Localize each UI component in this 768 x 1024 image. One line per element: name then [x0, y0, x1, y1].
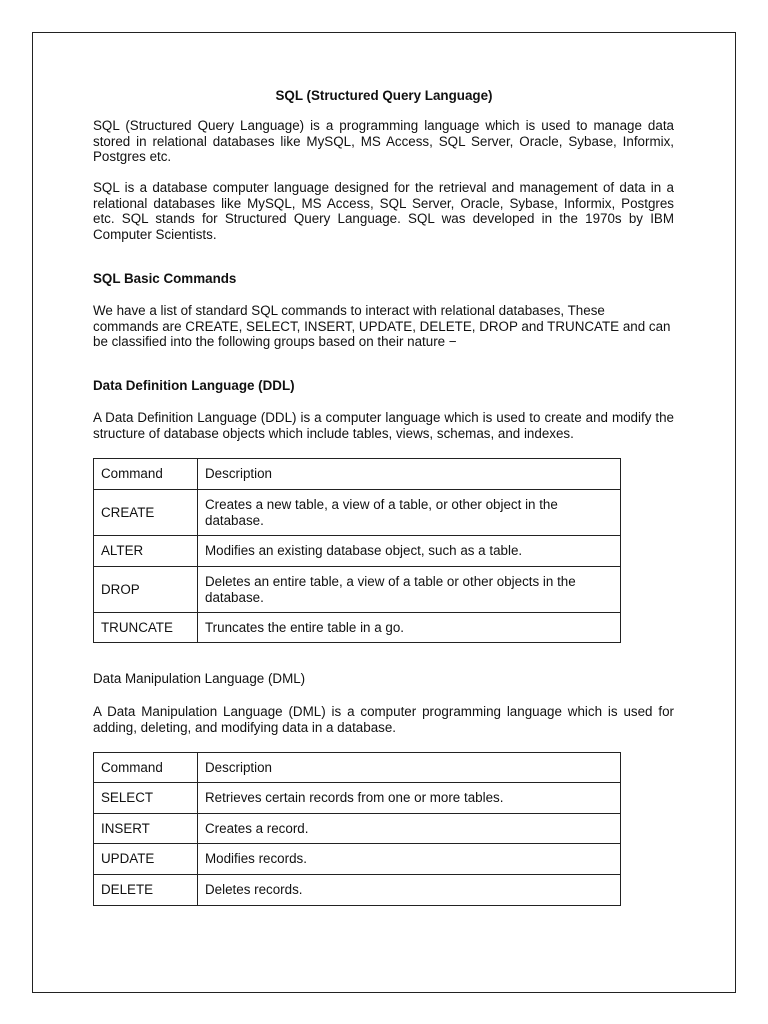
table-row — [94, 814, 621, 844]
header-description: Description — [198, 753, 621, 783]
command-cell: TRUNCATE — [94, 613, 198, 643]
description-cell: Creates a new table, a view of a table, or other object in the database. — [198, 490, 621, 536]
command-cell: DELETE — [94, 875, 198, 906]
basic-commands-paragraph: We have a list of standard SQL commands to interact with relational databases, These commands are CREATE, SELECT, INSERT, UPDATE, DELETE, DROP and TRUNCATE and can be classified into the following groups based on their nature − — [93, 303, 671, 349]
header-command: Command — [94, 753, 198, 783]
description-cell: Creates a record. — [198, 814, 621, 844]
intro-paragraph-1: SQL (Structured Query Language) is a programming language which is used to manage data stored in relational databases like MySQL, MS Access, SQL Server, Oracle, Sybase, Informix, Postgres etc. — [93, 118, 674, 164]
table-row — [94, 875, 621, 906]
table-header-row — [94, 459, 621, 490]
table-row — [94, 844, 621, 875]
command-cell: UPDATE — [94, 844, 198, 875]
ddl-table — [93, 458, 621, 643]
ddl-heading: Data Definition Language (DDL) — [93, 378, 295, 393]
command-cell: CREATE — [94, 490, 198, 536]
table-header-row — [94, 753, 621, 783]
command-cell: INSERT — [94, 814, 198, 844]
description-cell: Truncates the entire table in a go. — [198, 613, 621, 643]
table-row — [94, 783, 621, 814]
header-description: Description — [198, 459, 621, 490]
table-row — [94, 613, 621, 643]
document-title: SQL (Structured Query Language) — [275, 88, 493, 103]
description-cell: Retrieves certain records from one or more tables. — [198, 783, 621, 814]
command-cell: ALTER — [94, 536, 198, 567]
header-command: Command — [94, 459, 198, 490]
description-cell: Deletes an entire table, a view of a table or other objects in the database. — [198, 567, 621, 613]
dml-paragraph: A Data Manipulation Language (DML) is a computer programming language which is used for adding, deleting, and modifying data in a database. — [93, 704, 674, 735]
table-row — [94, 567, 621, 613]
description-cell: Deletes records. — [198, 875, 621, 906]
command-cell: SELECT — [94, 783, 198, 814]
description-cell: Modifies records. — [198, 844, 621, 875]
table-row — [94, 536, 621, 567]
ddl-paragraph: A Data Definition Language (DDL) is a computer language which is used to create and modify the structure of database objects which include tables, views, schemas, and indexes. — [93, 410, 674, 441]
dml-heading: Data Manipulation Language (DML) — [93, 671, 306, 686]
intro-paragraph-2: SQL is a database computer language designed for the retrieval and management of data in a relational databases like MySQL, MS Access, SQL Server, Oracle, Sybase, Informix, Postgres etc. SQL stands for Structured Query Language. SQL was developed in the 1970s by IBM Computer Scientists. — [93, 180, 674, 242]
description-cell: Modifies an existing database object, such as a table. — [198, 536, 621, 567]
table-row — [94, 490, 621, 536]
command-cell: DROP — [94, 567, 198, 613]
basic-commands-heading: SQL Basic Commands — [93, 271, 237, 286]
dml-table — [93, 752, 621, 906]
